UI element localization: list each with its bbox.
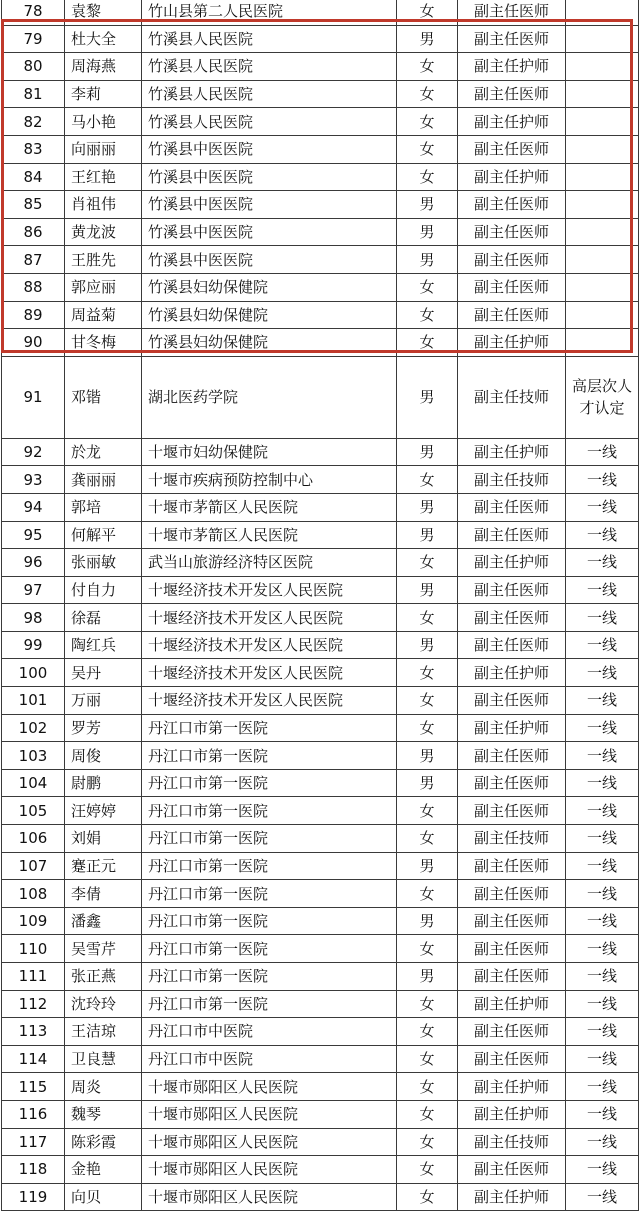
cell-note: 一线	[566, 1128, 639, 1156]
cell-name: 张正燕	[65, 963, 142, 991]
cell-title: 副主任护师	[458, 438, 566, 466]
cell-gender: 男	[397, 493, 458, 521]
cell-organization: 竹溪县中医医院	[142, 163, 397, 191]
cell-name: 周海燕	[65, 53, 142, 81]
cell-number: 78	[2, 0, 65, 25]
cell-note: 一线	[566, 935, 639, 963]
cell-title: 副主任医师	[458, 769, 566, 797]
cell-gender: 男	[397, 576, 458, 604]
cell-organization: 丹江口市第一医院	[142, 797, 397, 825]
table-row	[2, 549, 639, 577]
cell-name: 潘鑫	[65, 907, 142, 935]
cell-title: 副主任医师	[458, 880, 566, 908]
table-row	[2, 963, 639, 991]
table-row	[2, 25, 639, 53]
cell-name: 刘娟	[65, 825, 142, 853]
cell-name: 郭培	[65, 493, 142, 521]
cell-number: 119	[2, 1183, 65, 1211]
cell-number: 93	[2, 466, 65, 494]
cell-gender: 女	[397, 880, 458, 908]
cell-name: 张丽敏	[65, 549, 142, 577]
cell-title: 副主任医师	[458, 797, 566, 825]
cell-gender: 女	[397, 329, 458, 357]
table-row	[2, 604, 639, 632]
cell-number: 112	[2, 990, 65, 1018]
cell-name: 向丽丽	[65, 135, 142, 163]
cell-organization: 丹江口市第一医院	[142, 880, 397, 908]
cell-organization: 竹溪县中医医院	[142, 191, 397, 219]
cell-note: 一线	[566, 797, 639, 825]
cell-organization: 武当山旅游经济特区医院	[142, 549, 397, 577]
cell-title: 副主任医师	[458, 907, 566, 935]
cell-name: 郭应丽	[65, 273, 142, 301]
cell-gender: 男	[397, 218, 458, 246]
cell-organization: 丹江口市第一医院	[142, 852, 397, 880]
cell-note: 一线	[566, 438, 639, 466]
cell-note: 一线	[566, 1183, 639, 1211]
cell-note	[566, 163, 639, 191]
cell-title: 副主任技师	[458, 825, 566, 853]
cell-gender: 女	[397, 466, 458, 494]
cell-organization: 十堰市郧阳区人民医院	[142, 1183, 397, 1211]
cell-title: 副主任医师	[458, 191, 566, 219]
cell-gender: 女	[397, 935, 458, 963]
cell-number: 113	[2, 1018, 65, 1046]
cell-organization: 丹江口市第一医院	[142, 990, 397, 1018]
cell-gender: 男	[397, 963, 458, 991]
cell-gender: 女	[397, 549, 458, 577]
cell-note: 一线	[566, 880, 639, 908]
cell-name: 杜大全	[65, 25, 142, 53]
cell-note: 一线	[566, 907, 639, 935]
cell-number: 109	[2, 907, 65, 935]
cell-name: 沈玲玲	[65, 990, 142, 1018]
table-row	[2, 356, 639, 438]
table-row	[2, 1045, 639, 1073]
cell-number: 88	[2, 273, 65, 301]
table-row	[2, 273, 639, 301]
cell-name: 王红艳	[65, 163, 142, 191]
cell-name: 金艳	[65, 1156, 142, 1184]
cell-gender: 女	[397, 604, 458, 632]
cell-number: 106	[2, 825, 65, 853]
cell-organization: 十堰经济技术开发区人民医院	[142, 604, 397, 632]
cell-note	[566, 135, 639, 163]
table-row	[2, 825, 639, 853]
cell-gender: 女	[397, 1073, 458, 1101]
cell-name: 万丽	[65, 687, 142, 715]
cell-title: 副主任医师	[458, 963, 566, 991]
cell-title: 副主任技师	[458, 1128, 566, 1156]
cell-gender: 男	[397, 521, 458, 549]
cell-note: 一线	[566, 549, 639, 577]
cell-gender: 女	[397, 273, 458, 301]
cell-title: 副主任护师	[458, 990, 566, 1018]
cell-organization: 丹江口市第一医院	[142, 963, 397, 991]
cell-name: 吴丹	[65, 659, 142, 687]
cell-title: 副主任护师	[458, 1100, 566, 1128]
cell-name: 魏琴	[65, 1100, 142, 1128]
cell-gender: 女	[397, 990, 458, 1018]
cell-gender: 男	[397, 191, 458, 219]
cell-name: 李莉	[65, 80, 142, 108]
cell-title: 副主任医师	[458, 576, 566, 604]
cell-number: 105	[2, 797, 65, 825]
cell-name: 付自力	[65, 576, 142, 604]
cell-title: 副主任医师	[458, 852, 566, 880]
cell-name: 汪婷婷	[65, 797, 142, 825]
cell-number: 99	[2, 631, 65, 659]
table-row	[2, 466, 639, 494]
cell-gender: 女	[397, 135, 458, 163]
cell-number: 86	[2, 218, 65, 246]
cell-note: 一线	[566, 659, 639, 687]
cell-note	[566, 273, 639, 301]
cell-gender: 女	[397, 714, 458, 742]
cell-number: 117	[2, 1128, 65, 1156]
table-body	[2, 0, 639, 1211]
cell-number: 115	[2, 1073, 65, 1101]
cell-note: 一线	[566, 521, 639, 549]
cell-title: 副主任医师	[458, 246, 566, 274]
cell-title: 副主任医师	[458, 135, 566, 163]
table-row	[2, 135, 639, 163]
cell-organization: 竹溪县人民医院	[142, 53, 397, 81]
cell-number: 89	[2, 301, 65, 329]
cell-title: 副主任医师	[458, 493, 566, 521]
table-row	[2, 742, 639, 770]
cell-organization: 竹溪县中医医院	[142, 218, 397, 246]
cell-title: 副主任医师	[458, 0, 566, 25]
cell-name: 黄龙波	[65, 218, 142, 246]
cell-gender: 男	[397, 246, 458, 274]
cell-note: 一线	[566, 825, 639, 853]
cell-title: 副主任护师	[458, 549, 566, 577]
table-row	[2, 687, 639, 715]
cell-name: 於龙	[65, 438, 142, 466]
table-row	[2, 1100, 639, 1128]
cell-title: 副主任医师	[458, 80, 566, 108]
cell-gender: 女	[397, 108, 458, 136]
cell-name: 卫良慧	[65, 1045, 142, 1073]
cell-title: 副主任医师	[458, 218, 566, 246]
cell-organization: 丹江口市第一医院	[142, 769, 397, 797]
table-row	[2, 246, 639, 274]
table-row	[2, 714, 639, 742]
cell-name: 何解平	[65, 521, 142, 549]
cell-number: 82	[2, 108, 65, 136]
table-row	[2, 1183, 639, 1211]
cell-number: 114	[2, 1045, 65, 1073]
cell-organization: 丹江口市第一医院	[142, 825, 397, 853]
cell-number: 81	[2, 80, 65, 108]
cell-name: 尉鹏	[65, 769, 142, 797]
cell-note: 一线	[566, 714, 639, 742]
cell-organization: 丹江口市第一医院	[142, 935, 397, 963]
cell-title: 副主任医师	[458, 631, 566, 659]
cell-number: 83	[2, 135, 65, 163]
cell-gender: 男	[397, 742, 458, 770]
cell-note	[566, 25, 639, 53]
cell-number: 79	[2, 25, 65, 53]
table-row	[2, 1073, 639, 1101]
cell-number: 97	[2, 576, 65, 604]
cell-name: 陈彩霞	[65, 1128, 142, 1156]
cell-gender: 女	[397, 659, 458, 687]
cell-title: 副主任护师	[458, 329, 566, 357]
cell-note: 一线	[566, 1100, 639, 1128]
cell-organization: 竹溪县妇幼保健院	[142, 329, 397, 357]
table-row	[2, 1018, 639, 1046]
cell-number: 103	[2, 742, 65, 770]
cell-number: 85	[2, 191, 65, 219]
cell-title: 副主任医师	[458, 935, 566, 963]
table-row	[2, 769, 639, 797]
cell-name: 甘冬梅	[65, 329, 142, 357]
cell-name: 周益菊	[65, 301, 142, 329]
cell-organization: 十堰市茅箭区人民医院	[142, 493, 397, 521]
cell-organization: 十堰市郧阳区人民医院	[142, 1156, 397, 1184]
cell-number: 104	[2, 769, 65, 797]
cell-note	[566, 108, 639, 136]
cell-gender: 男	[397, 907, 458, 935]
cell-title: 副主任技师	[458, 466, 566, 494]
cell-organization: 竹溪县妇幼保健院	[142, 301, 397, 329]
cell-organization: 竹山县第二人民医院	[142, 0, 397, 25]
cell-gender: 女	[397, 1045, 458, 1073]
table-row	[2, 852, 639, 880]
cell-note	[566, 191, 639, 219]
cell-note: 一线	[566, 852, 639, 880]
table-row	[2, 438, 639, 466]
cell-number: 84	[2, 163, 65, 191]
cell-name: 蹇正元	[65, 852, 142, 880]
table-row	[2, 1156, 639, 1184]
cell-number: 87	[2, 246, 65, 274]
cell-name: 吴雪芹	[65, 935, 142, 963]
cell-name: 马小艳	[65, 108, 142, 136]
cell-organization: 竹溪县妇幼保健院	[142, 273, 397, 301]
cell-gender: 男	[397, 25, 458, 53]
cell-organization: 十堰市郧阳区人民医院	[142, 1128, 397, 1156]
cell-organization: 十堰经济技术开发区人民医院	[142, 576, 397, 604]
cell-title: 副主任医师	[458, 604, 566, 632]
cell-number: 107	[2, 852, 65, 880]
cell-title: 副主任医师	[458, 273, 566, 301]
table-row	[2, 80, 639, 108]
table-row	[2, 493, 639, 521]
cell-name: 王胜先	[65, 246, 142, 274]
table-row	[2, 935, 639, 963]
cell-number: 101	[2, 687, 65, 715]
cell-title: 副主任医师	[458, 1156, 566, 1184]
cell-organization: 十堰经济技术开发区人民医院	[142, 687, 397, 715]
table-row	[2, 0, 639, 25]
cell-name: 肖祖伟	[65, 191, 142, 219]
table-row	[2, 329, 639, 357]
cell-title: 副主任技师	[458, 356, 566, 438]
table-row	[2, 631, 639, 659]
cell-title: 副主任护师	[458, 1183, 566, 1211]
cell-number: 95	[2, 521, 65, 549]
table-row	[2, 163, 639, 191]
cell-organization: 丹江口市中医院	[142, 1018, 397, 1046]
cell-note: 一线	[566, 742, 639, 770]
cell-number: 108	[2, 880, 65, 908]
table-row	[2, 880, 639, 908]
cell-note	[566, 329, 639, 357]
cell-organization: 竹溪县人民医院	[142, 108, 397, 136]
cell-number: 80	[2, 53, 65, 81]
cell-number: 102	[2, 714, 65, 742]
cell-gender: 女	[397, 687, 458, 715]
cell-name: 向贝	[65, 1183, 142, 1211]
cell-title: 副主任医师	[458, 25, 566, 53]
cell-gender: 女	[397, 1128, 458, 1156]
cell-gender: 男	[397, 769, 458, 797]
cell-name: 周炎	[65, 1073, 142, 1101]
cell-number: 100	[2, 659, 65, 687]
cell-title: 副主任护师	[458, 53, 566, 81]
cell-number: 90	[2, 329, 65, 357]
cell-note: 一线	[566, 466, 639, 494]
table-row	[2, 108, 639, 136]
cell-gender: 男	[397, 852, 458, 880]
table-row	[2, 218, 639, 246]
cell-note: 一线	[566, 493, 639, 521]
cell-name: 李倩	[65, 880, 142, 908]
cell-organization: 十堰经济技术开发区人民医院	[142, 659, 397, 687]
table-row	[2, 521, 639, 549]
table-row	[2, 659, 639, 687]
cell-note: 一线	[566, 963, 639, 991]
cell-gender: 女	[397, 797, 458, 825]
cell-note: 一线	[566, 576, 639, 604]
cell-note: 一线	[566, 1018, 639, 1046]
cell-organization: 湖北医药学院	[142, 356, 397, 438]
cell-note: 高层次人才认定	[566, 356, 639, 438]
cell-number: 110	[2, 935, 65, 963]
cell-number: 94	[2, 493, 65, 521]
cell-note: 一线	[566, 990, 639, 1018]
cell-name: 罗芳	[65, 714, 142, 742]
cell-organization: 丹江口市中医院	[142, 1045, 397, 1073]
table-row	[2, 797, 639, 825]
cell-note	[566, 53, 639, 81]
cell-note: 一线	[566, 1045, 639, 1073]
cell-title: 副主任护师	[458, 1073, 566, 1101]
table-row	[2, 301, 639, 329]
cell-number: 118	[2, 1156, 65, 1184]
cell-note: 一线	[566, 604, 639, 632]
cell-note: 一线	[566, 1073, 639, 1101]
cell-organization: 丹江口市第一医院	[142, 714, 397, 742]
cell-name: 袁黎	[65, 0, 142, 25]
cell-gender: 女	[397, 1156, 458, 1184]
cell-organization: 十堰经济技术开发区人民医院	[142, 631, 397, 659]
cell-number: 91	[2, 356, 65, 438]
cell-organization: 丹江口市第一医院	[142, 742, 397, 770]
cell-name: 陶红兵	[65, 631, 142, 659]
cell-title: 副主任护师	[458, 714, 566, 742]
cell-organization: 十堰市茅箭区人民医院	[142, 521, 397, 549]
cell-note	[566, 0, 639, 25]
cell-title: 副主任医师	[458, 742, 566, 770]
table-row	[2, 53, 639, 81]
cell-name: 徐磊	[65, 604, 142, 632]
cell-name: 王洁琼	[65, 1018, 142, 1046]
cell-organization: 十堰市郧阳区人民医院	[142, 1100, 397, 1128]
cell-gender: 女	[397, 80, 458, 108]
cell-note	[566, 80, 639, 108]
cell-organization: 十堰市郧阳区人民医院	[142, 1073, 397, 1101]
cell-organization: 竹溪县中医医院	[142, 135, 397, 163]
cell-name: 邓锴	[65, 356, 142, 438]
cell-gender: 女	[397, 825, 458, 853]
cell-gender: 女	[397, 1100, 458, 1128]
cell-title: 副主任护师	[458, 163, 566, 191]
cell-organization: 十堰市妇幼保健院	[142, 438, 397, 466]
cell-gender: 男	[397, 438, 458, 466]
cell-organization: 十堰市疾病预防控制中心	[142, 466, 397, 494]
cell-number: 96	[2, 549, 65, 577]
cell-title: 副主任护师	[458, 108, 566, 136]
cell-title: 副主任护师	[458, 659, 566, 687]
cell-note	[566, 218, 639, 246]
cell-name: 周俊	[65, 742, 142, 770]
cell-gender: 男	[397, 631, 458, 659]
cell-organization: 丹江口市第一医院	[142, 907, 397, 935]
table-row	[2, 990, 639, 1018]
cell-number: 111	[2, 963, 65, 991]
cell-note: 一线	[566, 631, 639, 659]
table-row	[2, 576, 639, 604]
cell-gender: 女	[397, 163, 458, 191]
cell-title: 副主任医师	[458, 1045, 566, 1073]
cell-number: 92	[2, 438, 65, 466]
cell-number: 116	[2, 1100, 65, 1128]
cell-name: 龚丽丽	[65, 466, 142, 494]
cell-gender: 女	[397, 301, 458, 329]
cell-note: 一线	[566, 769, 639, 797]
cell-organization: 竹溪县人民医院	[142, 25, 397, 53]
cell-title: 副主任医师	[458, 1018, 566, 1046]
cell-title: 副主任医师	[458, 521, 566, 549]
table-row	[2, 907, 639, 935]
cell-title: 副主任医师	[458, 687, 566, 715]
table-row	[2, 1128, 639, 1156]
cell-note	[566, 301, 639, 329]
cell-note: 一线	[566, 1156, 639, 1184]
cell-gender: 女	[397, 1183, 458, 1211]
cell-number: 98	[2, 604, 65, 632]
cell-note: 一线	[566, 687, 639, 715]
cell-gender: 男	[397, 356, 458, 438]
cell-organization: 竹溪县中医医院	[142, 246, 397, 274]
cell-organization: 竹溪县人民医院	[142, 80, 397, 108]
cell-note	[566, 246, 639, 274]
table-row	[2, 191, 639, 219]
cell-gender: 女	[397, 53, 458, 81]
cell-gender: 女	[397, 0, 458, 25]
cell-gender: 女	[397, 1018, 458, 1046]
cell-title: 副主任医师	[458, 301, 566, 329]
personnel-table	[1, 0, 639, 1211]
